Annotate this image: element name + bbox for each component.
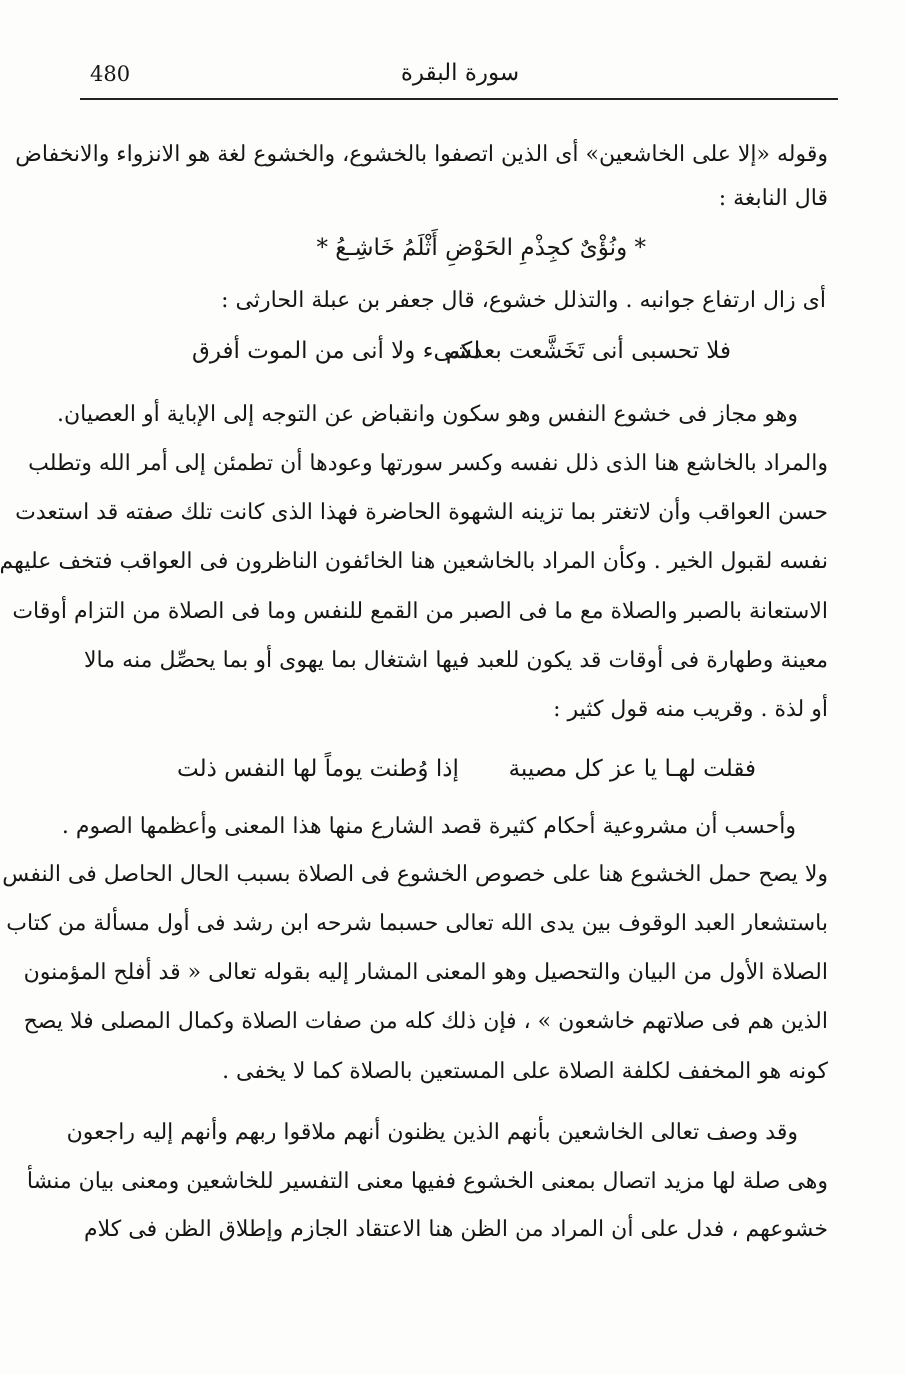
text-line: قال النابغة : [718, 186, 828, 211]
poetry-hemistich-right: فقلت لهـا يا عز كل مصيبة [508, 756, 756, 782]
text-line: وقوله «إلا على الخاشعين» أى الذين اتصفوا بالخشوع، والخشوع لغة هو الانزواء والانخفاض [15, 142, 828, 167]
text-line: حسن العواقب وأن لاتغتر بما تزينه الشهوة الحاضرة فهذا الذى كانت تلك صفته قد استعدت [15, 500, 828, 525]
text-line: الذين هم فى صلاتهم خاشعون » ، فإن ذلك كله من صفات الصلاة وكمال المصلى فلا يصح [23, 1009, 828, 1034]
poetry-hemistich-right: فلا تحسبى أنى تَخَشَّعت بعدكم [445, 338, 731, 364]
text-line: كونه هو المخفف لكلفة الصلاة على المستعين بالصلاة كما لا يخفى . [222, 1059, 828, 1084]
poetry-hemistich-left: لشىء ولا أنى من الموت أفرق [192, 338, 481, 364]
poetry-hemistich-left: إذا وُطنت يوماً لها النفس ذلت [177, 756, 459, 782]
page-header [82, 56, 838, 96]
text-line: أى زال ارتفاع جوانبه . والتذلل خشوع، قال جعفر بن عبلة الحارثى : [221, 288, 826, 313]
text-line: خشوعهم ، فدل على أن المراد من الظن هنا الاعتقاد الجازم وإطلاق الظن فى كلام [84, 1217, 828, 1242]
text-line: معينة وطهارة فى أوقات قد يكون للعبد فيها اشتغال بما يهوى أو بما يحصِّل منه مالا [84, 648, 828, 673]
text-line: الاستعانة بالصبر والصلاة مع ما فى الصبر من القمع للنفس وما فى الصلاة من التزام أوقات [12, 599, 828, 624]
poetry-verse: * ونُؤْىٌ كجِذْمِ الحَوْضِ أَثْلَمُ خَاشِـعُ * [316, 235, 646, 261]
text-line: نفسه لقبول الخير . وكأن المراد بالخاشعين هنا الخائفون الناظرون فى العواقب فتخف عليهم [0, 549, 828, 574]
text-line: الصلاة الأول من البيان والتحصيل وهو المعنى المشار إليه بقوله تعالى « قد أفلح المؤمنون [23, 960, 828, 985]
text-line: وهى صلة لها مزيد اتصال بمعنى الخشوع ففيها معنى التفسير للخاشعين ومعنى بيان منشأ [26, 1169, 828, 1194]
text-line: وقد وصف تعالى الخاشعين بأنهم الذين يظنون أنهم ملاقوا ربهم وأنهم إليه راجعون [66, 1120, 798, 1145]
page-number: 480 [90, 62, 131, 86]
text-line: وأحسب أن مشروعية أحكام كثيرة قصد الشارع منها هذا المعنى وأعظمها الصوم . [61, 814, 796, 839]
text-line: والمراد بالخاشع هنا الذى ذلل نفسه وكسر سورتها وعودها أن تطمئن إلى أمر الله وتطلب [28, 451, 828, 476]
surah-title: سورة البقرة [400, 60, 520, 86]
header-rule [80, 98, 838, 100]
text-line: باستشعار العبد الوقوف بين يدى الله تعالى حسبما شرحه ابن رشد فى أول مسألة من كتاب [6, 911, 828, 936]
text-line: ولا يصح حمل الخشوع هنا على خصوص الخشوع فى الصلاة بسبب الحال الحاصل فى النفس [2, 862, 828, 887]
text-line: وهو مجاز فى خشوع النفس وهو سكون وانقباض عن التوجه إلى الإباية أو العصيان. [56, 402, 798, 427]
text-line: أو لذة . وقريب منه قول كثير : [553, 697, 828, 722]
